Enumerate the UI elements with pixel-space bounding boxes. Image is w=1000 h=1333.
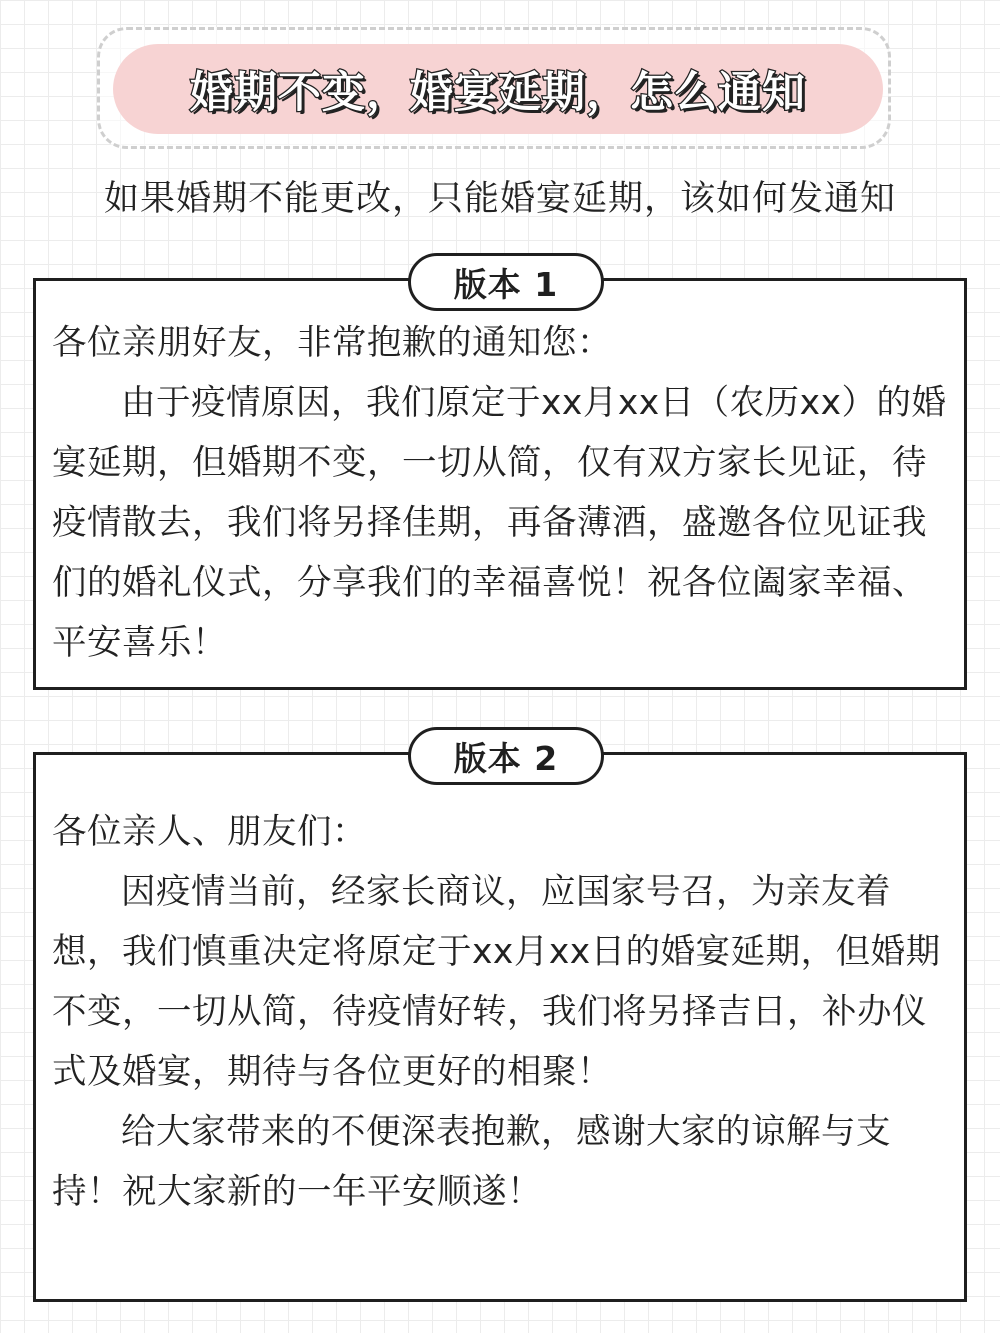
version-2-content (52, 802, 952, 1222)
version-1-body: 由于疫情原因，我们原定于xx月xx日（农历xx）的婚宴延期，但婚期不变，一切从简，仅有双方家长见证，待疫情散去，我们将另择佳期，再备薄酒，盛邀各位见证我们的婚礼仪式，分享我们的幸福喜悦！祝各位阖家幸福、平安喜乐！ (52, 383, 947, 663)
version-2-badge: 版本 2 (408, 727, 604, 785)
version-1-content (52, 313, 952, 673)
version-2-greeting: 各位亲人、朋友们： (52, 812, 367, 852)
version-2-body: 因疫情当前，经家长商议，应国家号召，为亲友着想，我们慎重决定将原定于xx月xx日的婚宴延期，但婚期不变，一切从简，待疫情好转，我们将另择吉日，补办仪式及婚宴，期待与各位更好的相聚！ (52, 872, 941, 1092)
page-subtitle: 如果婚期不能更改，只能婚宴延期，该如何发通知 (103, 179, 896, 219)
version-1-greeting: 各位亲朋好友，非常抱歉的通知您： (52, 323, 612, 363)
version-1-badge: 版本 1 (408, 253, 604, 311)
version-2-closing: 给大家带来的不便深表抱歉，感谢大家的谅解与支持！祝大家新的一年平安顺遂！ (52, 1112, 891, 1212)
page-title: 婚期不变，婚宴延期，怎么通知 (190, 67, 806, 118)
